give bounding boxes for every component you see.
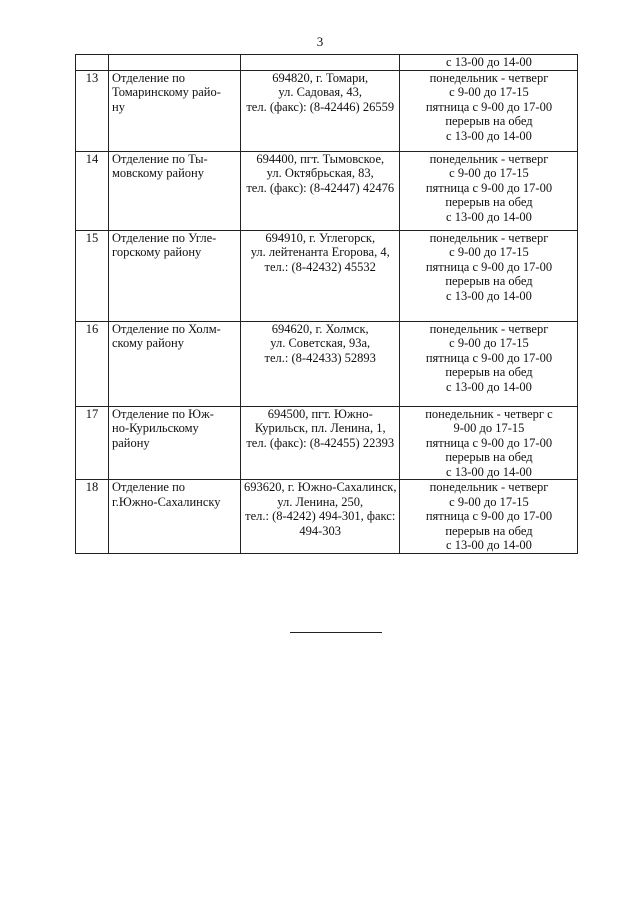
hours-line: перерыв на обед — [445, 450, 533, 464]
hours-line: пятница с 9-00 до 17-00 — [425, 259, 553, 274]
cell-address — [241, 321, 400, 406]
hours-line: пятница с 9-00 до 17-00 — [425, 435, 553, 450]
address-line: тел.: (8-42432) 45532 — [264, 259, 376, 274]
hours-line: с 13-00 до 14-00 — [446, 209, 532, 224]
name-line: Отделение по Угле- — [112, 230, 217, 245]
cell-hours — [400, 151, 578, 230]
hours-line: с 9-00 до 17-15 — [449, 245, 529, 259]
name-line: мовскому району — [112, 166, 204, 180]
hours-line: с 13-00 до 14-00 — [446, 55, 532, 69]
cell-name — [109, 480, 241, 554]
hours-line: с 13-00 до 14-00 — [446, 288, 532, 303]
table-row — [76, 230, 578, 321]
address-line: 694500, пгт. Южно- — [267, 406, 373, 421]
hours-line: перерыв на обед — [445, 365, 533, 379]
hours-line: понедельник - четверг — [429, 70, 549, 85]
hours-line: перерыв на обед — [445, 274, 533, 288]
cell-name — [109, 70, 241, 151]
name-line: Отделение по — [112, 480, 186, 494]
cell-address — [241, 406, 400, 480]
address-line: тел. (факс): (8-42446) 26559 — [246, 99, 395, 114]
hours-line: 9-00 до 17-15 — [453, 421, 525, 435]
address-line: тел. (факс): (8-42455) 22393 — [246, 435, 395, 450]
cell-address — [241, 480, 400, 554]
address-line: тел.: (8-4242) 494-301, факс: — [245, 509, 396, 523]
table-row-continued — [76, 55, 578, 71]
hours-line: понедельник - четверг с — [425, 406, 553, 421]
cell-number: 15 — [76, 230, 109, 321]
address-line: ул. Советская, 93а, — [270, 336, 371, 350]
hours-line: с 9-00 до 17-15 — [449, 85, 529, 99]
hours-line: понедельник - четверг — [429, 151, 549, 166]
cell-name — [109, 151, 241, 230]
page-number: 3 — [316, 34, 324, 49]
table-row — [76, 151, 578, 230]
cell-number: 14 — [76, 151, 109, 230]
cell-number: 13 — [76, 70, 109, 151]
table-row — [76, 480, 578, 554]
hours-line: пятница с 9-00 до 17-00 — [425, 509, 553, 523]
name-line: Томаринскому райо- — [112, 85, 221, 99]
hours-line: с 13-00 до 14-00 — [446, 379, 532, 394]
name-line: горскому району — [112, 245, 202, 259]
cell-hours — [400, 321, 578, 406]
address-line: 694620, г. Холмск, — [271, 321, 369, 336]
table-row — [76, 70, 578, 151]
hours-line: пятница с 9-00 до 17-00 — [425, 350, 553, 365]
name-line: Отделение по Холм- — [112, 321, 221, 336]
cell-address — [241, 55, 400, 71]
name-line: Отделение по Юж- — [112, 406, 214, 421]
cell-name — [109, 230, 241, 321]
cell-hours — [400, 230, 578, 321]
hours-line: с 13-00 до 14-00 — [446, 538, 532, 552]
cell-number: 16 — [76, 321, 109, 406]
hours-line: с 9-00 до 17-15 — [449, 336, 529, 350]
name-line: скому району — [112, 336, 184, 350]
hours-line: перерыв на обед — [445, 195, 533, 209]
address-line: 694820, г. Томари, — [272, 70, 369, 85]
name-line: но-Курильскому — [112, 421, 199, 435]
offices-table — [75, 54, 578, 554]
hours-line: перерыв на обед — [445, 523, 533, 538]
cell-address — [241, 151, 400, 230]
name-line: Отделение по — [112, 70, 186, 85]
address-line: ул. Садовая, 43, — [278, 85, 363, 99]
hours-line: с 13-00 до 14-00 — [446, 128, 532, 143]
cell-name — [109, 55, 241, 71]
hours-line: пятница с 9-00 до 17-00 — [425, 180, 553, 195]
cell-hours — [400, 480, 578, 554]
hours-line: понедельник - четверг — [429, 480, 549, 494]
address-line: ул. Октябрьская, 83, — [266, 166, 374, 180]
cell-address — [241, 230, 400, 321]
end-of-document-rule — [290, 632, 382, 633]
cell-hours — [400, 406, 578, 480]
cell-name — [109, 321, 241, 406]
address-line: 494-303 — [299, 523, 342, 538]
hours-line: понедельник - четверг — [429, 321, 549, 336]
name-line: району — [112, 435, 150, 450]
name-line: г.Южно-Сахалинску — [112, 494, 221, 509]
cell-number: 18 — [76, 480, 109, 554]
address-line: ул. лейтенанта Егорова, 4, — [250, 245, 390, 259]
address-line: Курильск, пл. Ленина, 1, — [254, 421, 386, 435]
address-line: 693620, г. Южно-Сахалинск, — [244, 480, 397, 494]
cell-number — [76, 55, 109, 71]
hours-line: понедельник - четверг — [429, 230, 549, 245]
hours-line: перерыв на обед — [445, 114, 533, 128]
address-line: 694910, г. Углегорск, — [265, 230, 376, 245]
cell-number: 17 — [76, 406, 109, 480]
cell-address — [241, 70, 400, 151]
address-line: 694400, пгт. Тымовское, — [256, 151, 385, 166]
name-line: ну — [112, 99, 125, 114]
cell-hours — [400, 55, 578, 71]
address-line: ул. Ленина, 250, — [277, 494, 364, 509]
hours-line: с 13-00 до 14-00 — [446, 464, 532, 479]
cell-hours — [400, 70, 578, 151]
address-line: тел. (факс): (8-42447) 42476 — [246, 180, 395, 195]
hours-line: пятница с 9-00 до 17-00 — [425, 99, 553, 114]
hours-line: с 9-00 до 17-15 — [449, 166, 529, 180]
cell-name — [109, 406, 241, 480]
name-line: Отделение по Ты- — [112, 151, 208, 166]
table-row — [76, 406, 578, 480]
hours-line: с 9-00 до 17-15 — [449, 494, 529, 509]
table-row — [76, 321, 578, 406]
address-line: тел.: (8-42433) 52893 — [264, 350, 376, 365]
